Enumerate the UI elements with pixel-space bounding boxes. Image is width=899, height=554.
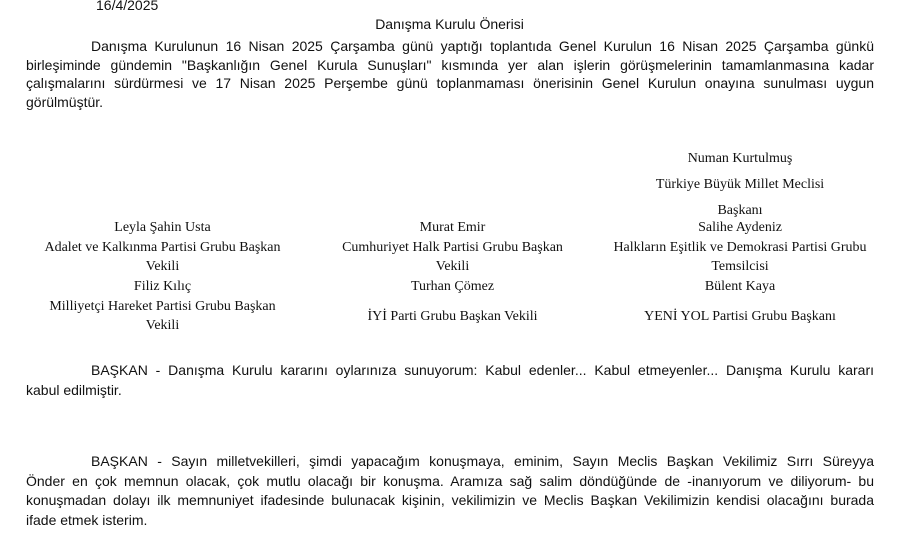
signatory-role: İYİ Parti Grubu Başkan Vekili xyxy=(367,308,538,324)
speech-line: konuşmadan dolayı ilk memnuniyet ifadesinde bulunacak kişinin, vekilimizin ve Meclis Başkan Vekilimizin kendisi olacağını burada xyxy=(26,492,874,508)
vote-line: BAŞKAN - Danışma Kurulu kararını oylarınıza sunuyorum: Kabul edenler... Kabul etmeyenler... Danışma Kurulu kararı xyxy=(91,362,874,378)
signatory-name: Murat Emir xyxy=(419,220,486,235)
signatory-chp xyxy=(310,218,595,277)
proposal-line: görülmüştür. xyxy=(26,93,104,110)
signatory-role: Temsilcisi xyxy=(711,259,769,274)
proposal-line: Danışma Kurulunun 16 Nisan 2025 Çarşamba günü yaptığı toplantıda Genel Kurulun 16 Nisan 2025 Çarşamba günkü xyxy=(91,38,874,54)
proposal-line: çalışmalarını sürdürmesi ve 17 Nisan 2025 Perşembe günü toplanmaması önerisinin Genel Kurulun onayına sunulması uygun xyxy=(26,75,874,91)
document-date: 16/4/2025 xyxy=(96,0,159,13)
signatory-dem xyxy=(595,218,885,277)
signatory-role: Vekili xyxy=(145,318,180,333)
proposal-paragraph xyxy=(26,37,874,111)
speaker-institution: Türkiye Büyük Millet Meclisi xyxy=(655,177,825,192)
signatory-mhp xyxy=(20,277,305,336)
speech-line: ifade etmek isterim. xyxy=(26,511,148,528)
signatory-yeni-yol xyxy=(595,277,885,326)
speech-paragraph xyxy=(26,452,874,530)
speaker-role: Başkanı xyxy=(717,203,763,218)
vote-line: kabul edilmiştir. xyxy=(26,382,122,398)
signatory-iyi xyxy=(310,277,595,326)
speech-line: BAŞKAN - Sayın milletvekilleri, şimdi yapacağım konuşmaya, eminim, Sayın Meclis Başkan Vekilimiz Sırrı Süreyya xyxy=(91,453,874,469)
signatory-name: Bülent Kaya xyxy=(704,279,776,294)
document-title: Danışma Kurulu Önerisi xyxy=(375,16,524,32)
signatory-name: Salihe Aydeniz xyxy=(698,220,782,235)
signatory-role: Halkların Eşitlik ve Demokrasi Partisi Grubu xyxy=(613,239,867,255)
vote-paragraph xyxy=(26,360,874,400)
signatory-akp xyxy=(20,218,305,277)
proposal-line: birleşiminde gündemin "Başkanlığın Genel Kurula Sunuşları" kısmında yer alan işlerin görüşmelerinin tamamlanmasına kadar xyxy=(26,56,874,73)
speaker-name: Numan Kurtulmuş xyxy=(687,151,793,166)
speech-line: Önder en çok memnun olacak, çok mutlu olacağı bir konuşma. Aramıza sağ salim döndüğünde de -inanıyorum ve diliyorum- bu xyxy=(26,472,874,489)
speaker-signature xyxy=(620,146,860,224)
signatory-name: Leyla Şahin Usta xyxy=(114,220,211,235)
signatory-name: Turhan Çömez xyxy=(410,279,495,294)
signatory-role: YENİ YOL Partisi Grubu Başkanı xyxy=(644,308,836,324)
signatory-role: Cumhuriyet Halk Partisi Grubu Başkan xyxy=(342,239,563,255)
signatory-role: Vekili xyxy=(435,259,470,274)
signatory-role: Vekili xyxy=(145,259,180,274)
signatory-name: Filiz Kılıç xyxy=(133,279,192,294)
signatory-role: Milliyetçi Hareket Partisi Grubu Başkan xyxy=(49,298,276,314)
signatory-role: Adalet ve Kalkınma Partisi Grubu Başkan xyxy=(44,239,281,255)
